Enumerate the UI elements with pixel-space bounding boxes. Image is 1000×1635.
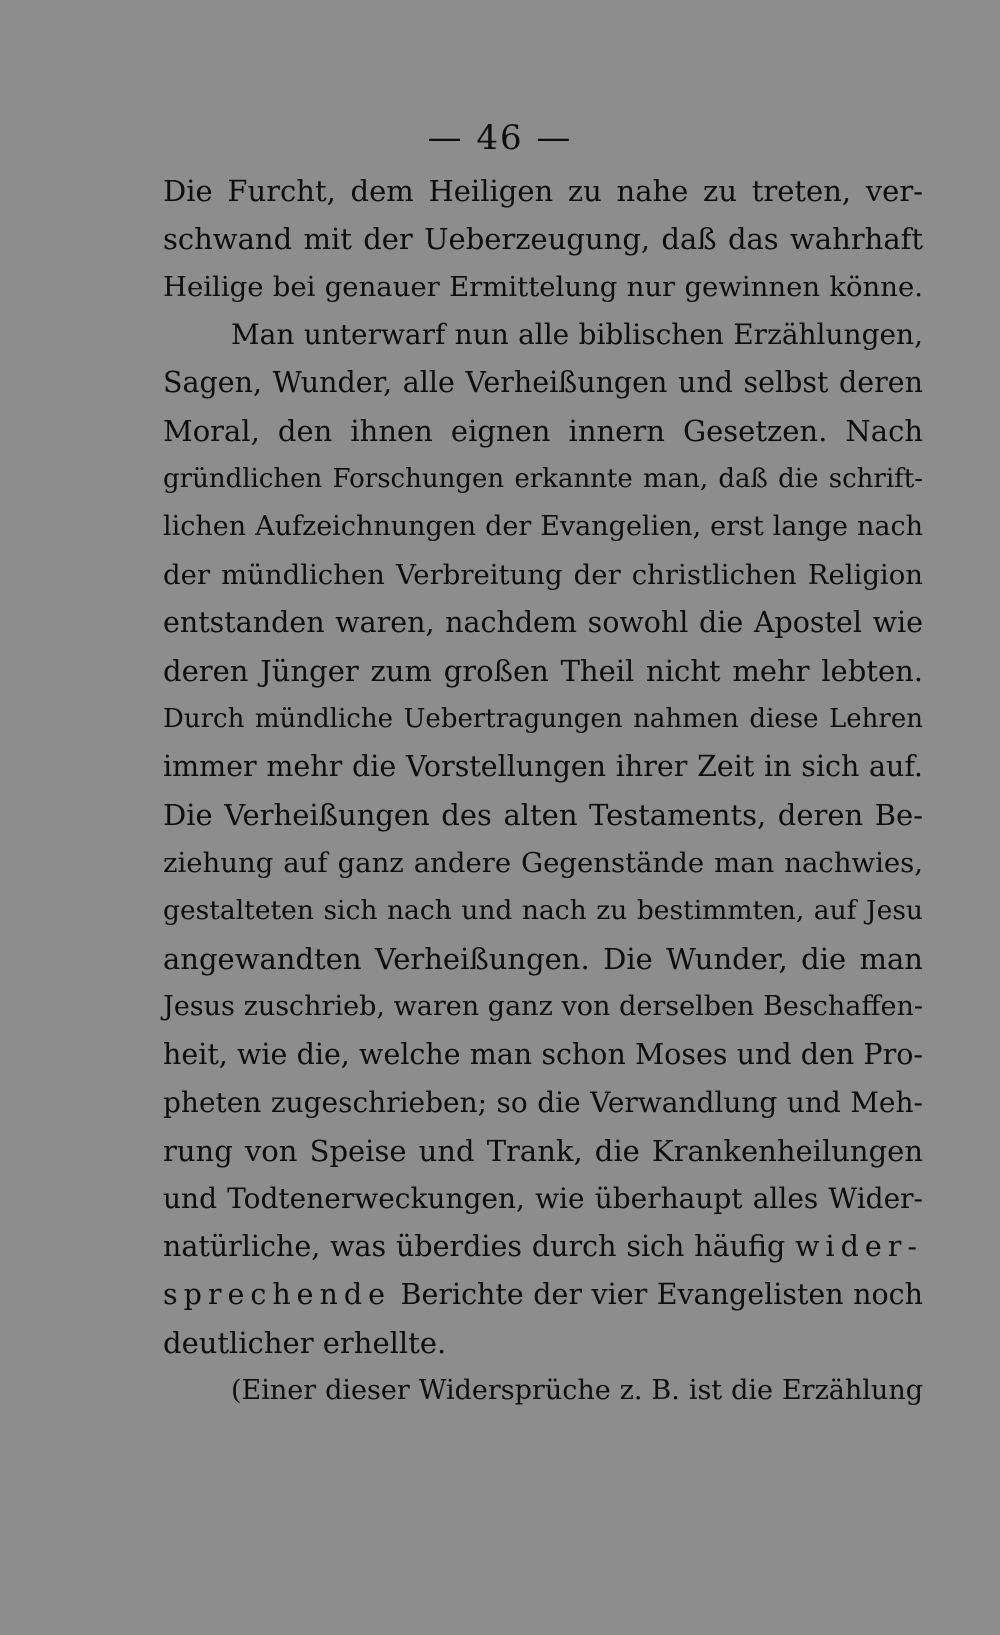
text-line-5: Sagen, Wunder, alle Verheißungen und selbst deren — [163, 366, 923, 399]
text-line-15: ziehung auf ganz andere Gegenstände man nachwies, — [163, 847, 923, 879]
text-line-24-main: Berichte der vier Evangelisten noch — [391, 1278, 923, 1311]
text-line-2: schwand mit der Ueberzeugung, daß das wahrhaft — [163, 222, 923, 256]
text-line-17: angewandten Verheißungen. Die Wunder, die man — [163, 942, 923, 976]
text-line-23 — [163, 1223, 923, 1271]
text-line-12: Durch mündliche Uebertragungen nahmen diese Lehren — [163, 704, 923, 734]
text-line-1: Die Furcht, dem Heiligen zu nahe zu treten, ver- — [163, 174, 923, 208]
text-line-4: Man unterwarf nun alle biblischen Erzählungen, — [231, 318, 923, 351]
text-line-19: heit, wie die, welche man schon Moses und den Pro- — [163, 1038, 923, 1071]
text-line-26: (Einer dieser Widersprüche z. B. ist die Erzählung — [231, 1375, 923, 1406]
emphasis-spaced-text: wider- — [795, 1230, 923, 1263]
text-line-14: Die Verheißungen des alten Testaments, deren Be- — [163, 798, 923, 832]
emphasis-spaced-text: sprechende — [163, 1278, 392, 1311]
text-line-18: Jesus zuschrieb, waren ganz von derselben Beschaffen- — [163, 991, 923, 1022]
text-line-25: deutlicher erhellte. — [163, 1326, 447, 1360]
page-number-header: — 46 — — [427, 118, 573, 158]
text-line-16: gestalteten sich nach und nach zu bestimmten, auf Jesu — [163, 895, 923, 926]
text-line-24 — [163, 1271, 923, 1319]
body-text — [163, 167, 923, 1415]
text-line-11: deren Jünger zum großen Theil nicht mehr lebten. — [163, 654, 923, 688]
text-line-9: der mündlichen Verbreitung der christlichen Religion — [163, 559, 923, 591]
text-line-3: Heilige bei genauer Ermittelung nur gewinnen könne. — [163, 271, 923, 303]
text-line-23-main: natürliche, was überdies durch sich häufig — [163, 1230, 796, 1263]
text-line-10: entstanden waren, nachdem sowohl die Apostel wie — [163, 606, 923, 639]
text-line-7: gründlichen Forschungen erkannte man, daß die schrift- — [163, 464, 923, 494]
text-line-22: und Todtenerweckungen, wie überhaupt alles Wider- — [163, 1182, 923, 1215]
text-line-21: rung von Speise und Trank, die Krankenheilungen — [163, 1134, 923, 1168]
text-line-13: immer mehr die Vorstellungen ihrer Zeit in sich auf. — [163, 750, 923, 783]
text-line-6: Moral, den ihnen eignen innern Gesetzen. Nach — [163, 414, 923, 448]
text-line-20: pheten zugeschrieben; so die Verwandlung und Meh- — [163, 1086, 923, 1119]
text-line-8: lichen Aufzeichnungen der Evangelien, erst lange nach — [163, 511, 923, 542]
